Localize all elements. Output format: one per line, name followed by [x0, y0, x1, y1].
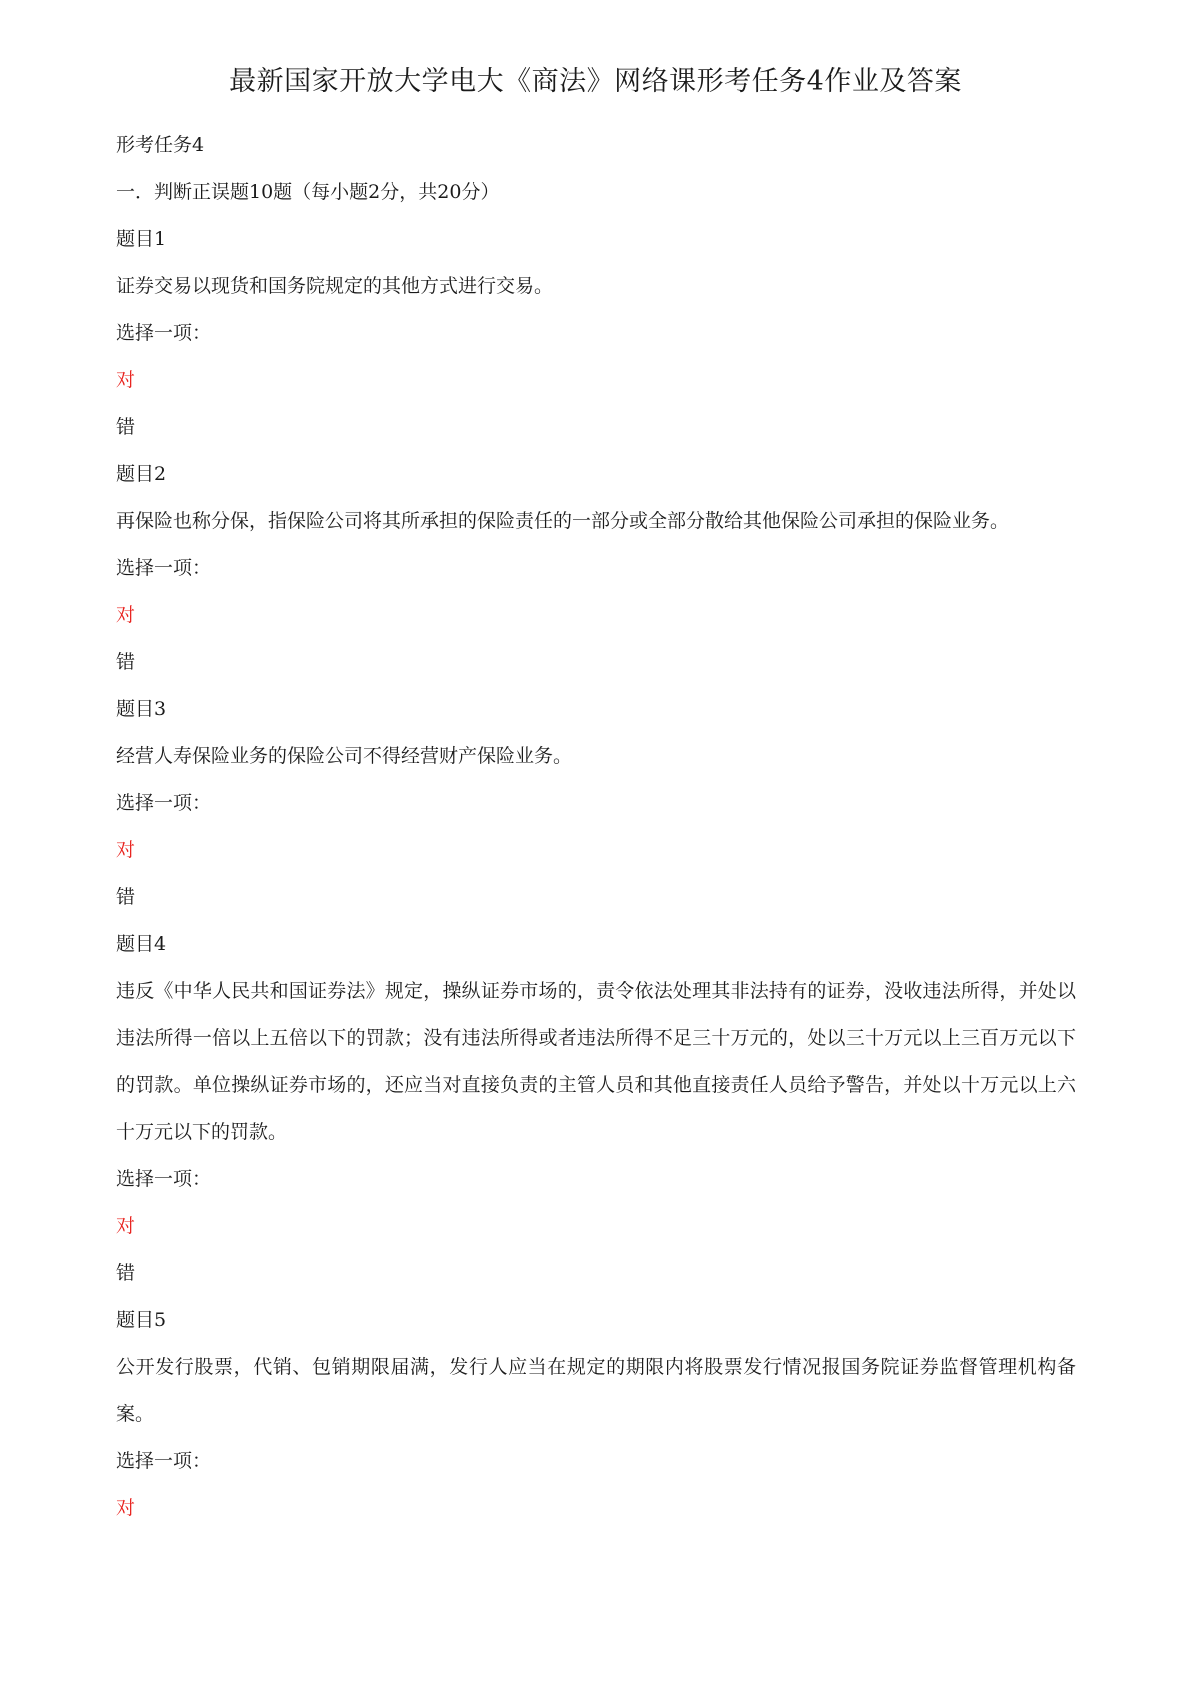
question-block: [116, 451, 1076, 686]
question-label: 题目1: [116, 228, 167, 250]
question-label: 题目3: [116, 698, 167, 720]
question-text: 经营人寿保险业务的保险公司不得经营财产保险业务。: [116, 745, 573, 767]
task-heading: 形考任务4: [116, 134, 205, 156]
question-block: [116, 1297, 1076, 1532]
question-text: 违反《中华人民共和国证券法》规定，操纵证券市场的，责令依法处理其非法持有的证券，没收违法所得，并处以违法所得一倍以上五倍以下的罚款；没有违法所得或者违法所得不足三十万元的，处以三十万元以上三百万元以下的罚款。单位操纵证券市场的，还应当对直接负责的主管人员和其他直接责任人员给予警告，并处以十万元以上六十万元以下的罚款。: [116, 980, 1076, 1143]
option-true-correct: 对: [116, 1497, 136, 1519]
document-body: [116, 122, 1076, 1532]
question-block: [116, 216, 1076, 451]
question-block: [116, 686, 1076, 921]
option-false: 错: [116, 886, 136, 908]
question-label: 题目5: [116, 1309, 167, 1331]
choice-prompt: 选择一项：: [116, 557, 212, 579]
question-label: 题目4: [116, 933, 167, 955]
question-text: 证券交易以现货和国务院规定的其他方式进行交易。: [116, 275, 554, 297]
section-heading: 一．判断正误题10题（每小题2分，共20分）: [116, 181, 500, 203]
option-false: 错: [116, 651, 136, 673]
option-true-correct: 对: [116, 1215, 136, 1237]
option-false: 错: [116, 1262, 136, 1284]
document-title: 最新国家开放大学电大《商法》网络课形考任务4作业及答案: [229, 66, 962, 97]
choice-prompt: 选择一项：: [116, 1450, 212, 1472]
choice-prompt: 选择一项：: [116, 792, 212, 814]
question-label: 题目2: [116, 463, 167, 485]
question-text: 公开发行股票，代销、包销期限届满，发行人应当在规定的期限内将股票发行情况报国务院证券监督管理机构备案。: [116, 1356, 1076, 1425]
question-text: 再保险也称分保，指保险公司将其所承担的保险责任的一部分或全部分散给其他保险公司承担的保险业务。: [116, 510, 1010, 532]
choice-prompt: 选择一项：: [116, 322, 212, 344]
option-false: 错: [116, 416, 136, 438]
option-true-correct: 对: [116, 369, 136, 391]
choice-prompt: 选择一项：: [116, 1168, 212, 1190]
option-true-correct: 对: [116, 839, 136, 861]
question-block: [116, 921, 1076, 1297]
option-true-correct: 对: [116, 604, 136, 626]
